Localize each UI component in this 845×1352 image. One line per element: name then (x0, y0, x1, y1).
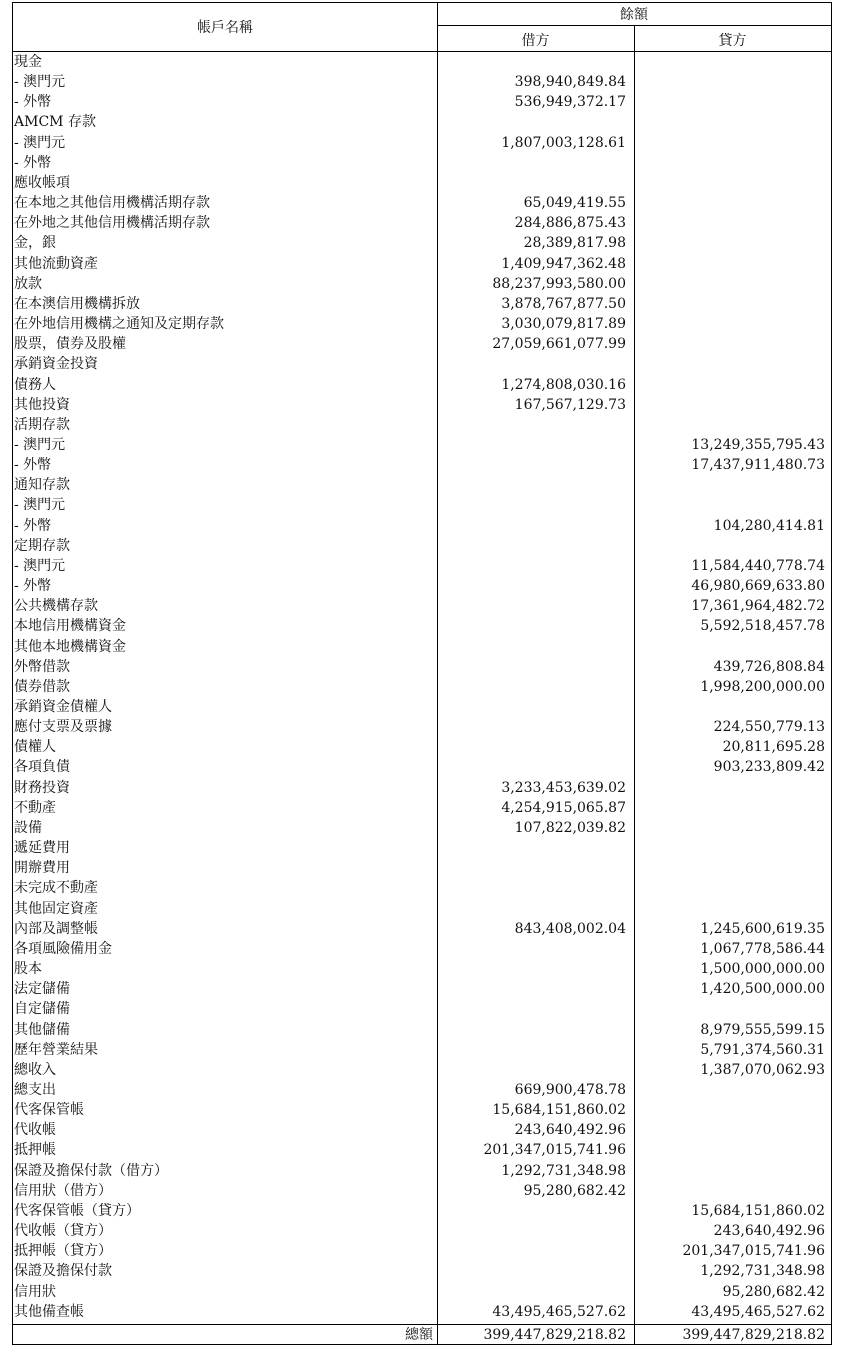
table-row (13, 798, 831, 818)
account-name-cell: 金，銀 (14, 235, 56, 252)
header-credit: 貸方 (718, 33, 747, 49)
account-name-cell: 其他儲備 (14, 1021, 70, 1038)
account-name-cell: 總支出 (14, 1081, 56, 1098)
table-row (13, 133, 831, 153)
account-name-cell: 自定儲備 (14, 1001, 70, 1018)
table-row (13, 1221, 831, 1241)
table-row (13, 637, 831, 657)
account-name-cell: 承銷資金債權人 (14, 699, 112, 715)
debit-cell: 1,807,003,128.61 (501, 134, 626, 151)
account-name-cell: 定期存款 (14, 537, 70, 554)
credit-cell: 17,361,964,482.72 (691, 598, 825, 615)
debit-cell: 167,567,129.73 (514, 396, 626, 413)
credit-cell: 46,980,669,633.80 (691, 578, 825, 595)
debit-cell: 28,389,817.98 (523, 235, 626, 252)
account-name-cell: 遞延費用 (14, 840, 70, 857)
table-row (13, 939, 831, 959)
table-row (13, 737, 831, 757)
credit-cell: 1,245,600,619.35 (700, 920, 825, 937)
debit-cell: 243,640,492.96 (514, 1122, 626, 1139)
total-credit: 399,447,829,218.82 (682, 1327, 825, 1343)
account-name-cell: 信用狀 (14, 1283, 56, 1300)
table-row (13, 1161, 831, 1181)
account-name-cell: 活期存款 (14, 416, 70, 433)
account-name-cell: 保證及擔保付款（借方） (14, 1162, 168, 1179)
header-account-name: 帳戶名稱 (197, 20, 253, 36)
account-name-cell: 抵押帳（貸方） (14, 1243, 112, 1260)
account-name-cell: 內部及調整帳 (14, 920, 98, 937)
account-name-cell: 通知存款 (14, 477, 70, 494)
account-name-cell: 其他流動資產 (14, 255, 98, 272)
header-divider (437, 25, 831, 26)
account-name-cell: - 外幣 (14, 457, 52, 474)
credit-cell: 104,280,414.81 (713, 517, 825, 534)
table-row (13, 899, 831, 919)
table-row (13, 858, 831, 878)
debit-cell: 95,280,682.42 (523, 1182, 626, 1199)
credit-cell: 1,292,731,348.98 (700, 1263, 825, 1280)
table-row (13, 72, 831, 92)
credit-cell: 5,791,374,560.31 (700, 1041, 825, 1058)
debit-cell: 669,900,478.78 (514, 1081, 626, 1098)
account-name-cell: 債務人 (14, 376, 56, 393)
debit-cell: 1,274,808,030.16 (501, 376, 626, 393)
table-row (13, 354, 831, 374)
table-row (13, 556, 831, 576)
credit-cell: 8,979,555,599.15 (700, 1021, 825, 1038)
credit-cell: 13,249,355,795.43 (691, 436, 825, 453)
account-name-cell: 債券借款 (14, 678, 70, 695)
account-name-cell: 公共機構存款 (14, 598, 98, 615)
table-row (13, 697, 831, 717)
table-row (13, 1302, 831, 1322)
account-name-cell: 抵押帳 (14, 1142, 56, 1159)
table-row (13, 455, 831, 475)
account-name-cell: 外幣借款 (14, 658, 70, 675)
debit-cell: 536,949,372.17 (514, 94, 626, 111)
table-row (13, 1040, 831, 1060)
table-row (13, 1201, 831, 1221)
account-name-cell: 其他投資 (14, 396, 70, 413)
table-row (13, 1120, 831, 1140)
table-row (13, 979, 831, 999)
table-row (13, 193, 831, 213)
table-row (13, 999, 831, 1019)
credit-cell: 903,233,809.42 (713, 759, 825, 776)
table-row (13, 818, 831, 838)
account-name-cell: 不動產 (14, 799, 56, 816)
account-name-cell: - 外幣 (14, 154, 52, 171)
account-name-cell: 開辦費用 (14, 860, 70, 877)
table-row (13, 435, 831, 455)
account-name-cell: 代收帳 (14, 1122, 56, 1139)
total-row (13, 1325, 831, 1345)
table-row (13, 1241, 831, 1261)
debit-cell: 3,878,767,877.50 (501, 295, 626, 312)
table-row (13, 213, 831, 233)
account-name-cell: - 澳門元 (14, 497, 66, 514)
account-name-cell: 代客保管帳（貸方） (14, 1202, 140, 1219)
table-row (13, 233, 831, 253)
credit-cell: 1,998,200,000.00 (700, 678, 825, 695)
table-row (13, 596, 831, 616)
credit-cell: 1,067,778,586.44 (700, 940, 825, 957)
header-balance: 餘額 (620, 7, 648, 23)
debit-cell: 3,233,453,639.02 (501, 779, 626, 796)
account-name-cell: 設備 (14, 819, 42, 836)
table-row (13, 475, 831, 495)
account-name-cell: 未完成不動產 (14, 880, 98, 897)
debit-cell: 201,347,015,741.96 (483, 1142, 626, 1159)
credit-cell: 243,640,492.96 (713, 1223, 825, 1240)
account-name-cell: - 澳門元 (14, 557, 66, 574)
debit-cell: 43,495,465,527.62 (492, 1303, 626, 1320)
table-row (13, 334, 831, 354)
table-row (13, 395, 831, 415)
table-row (13, 919, 831, 939)
account-name-cell: 應收帳項 (14, 174, 70, 191)
table-row (13, 657, 831, 677)
table-row (13, 616, 831, 636)
account-name-cell: 法定儲備 (14, 981, 70, 998)
header-debit: 借方 (521, 33, 550, 49)
table-row (13, 1100, 831, 1120)
account-name-cell: 總收入 (14, 1061, 56, 1078)
debit-cell: 1,292,731,348.98 (501, 1162, 626, 1179)
account-name-cell: - 澳門元 (14, 74, 66, 91)
table-row (13, 1020, 831, 1040)
account-name-cell: 在本澳信用機構拆放 (14, 295, 140, 312)
table-row (13, 92, 831, 112)
account-name-cell: 現金 (14, 54, 42, 70)
debit-cell: 284,886,875.43 (514, 215, 626, 232)
account-name-cell: 其他備查帳 (14, 1303, 84, 1320)
debit-cell: 27,059,661,077.99 (492, 336, 626, 353)
account-name-cell: - 澳門元 (14, 436, 66, 453)
total-label: 總額 (405, 1327, 433, 1343)
table-row (13, 959, 831, 979)
table-row (13, 495, 831, 515)
credit-cell: 11,584,440,778.74 (691, 557, 825, 574)
credit-cell: 5,592,518,457.78 (700, 618, 825, 635)
table-row (13, 1282, 831, 1302)
credit-cell: 1,500,000,000.00 (700, 961, 825, 978)
debit-cell: 3,030,079,817.89 (501, 316, 626, 333)
table-row (13, 153, 831, 173)
credit-cell: 201,347,015,741.96 (682, 1243, 825, 1260)
account-name-cell: 保證及擔保付款 (14, 1263, 112, 1280)
debit-cell: 107,822,039.82 (514, 819, 626, 836)
credit-cell: 20,811,695.28 (722, 739, 825, 756)
account-name-cell: 代客保管帳 (14, 1102, 84, 1119)
table-row (13, 112, 831, 132)
table-row (13, 1060, 831, 1080)
debit-cell: 398,940,849.84 (514, 74, 626, 91)
credit-cell: 17,437,911,480.73 (691, 457, 825, 474)
total-debit: 399,447,829,218.82 (483, 1327, 626, 1343)
account-name-cell: - 澳門元 (14, 134, 66, 151)
account-rows (13, 52, 831, 1322)
table-row (13, 576, 831, 596)
table-row (13, 173, 831, 193)
debit-cell: 843,408,002.04 (514, 920, 626, 937)
account-name-cell: - 外幣 (14, 578, 52, 595)
table-row (13, 52, 831, 72)
account-name-cell: 各項風險備用金 (14, 940, 112, 957)
credit-cell: 439,726,808.84 (713, 658, 825, 675)
credit-cell: 15,684,151,860.02 (691, 1202, 825, 1219)
account-name-cell: 在外地之其他信用機構活期存款 (14, 215, 210, 232)
debit-cell: 65,049,419.55 (523, 195, 626, 212)
account-name-cell: 債權人 (14, 739, 56, 756)
credit-cell: 224,550,779.13 (713, 719, 825, 736)
table-row (13, 1181, 831, 1201)
table-row (13, 1261, 831, 1281)
account-name-cell: 股票，債券及股權 (14, 336, 126, 353)
account-name-cell: 財務投資 (14, 779, 70, 796)
account-name-cell: 信用狀（借方） (14, 1182, 112, 1199)
table-row (13, 274, 831, 294)
table-row (13, 878, 831, 898)
table-row (13, 314, 831, 334)
account-name-cell: 在本地之其他信用機構活期存款 (14, 195, 210, 212)
credit-cell: 1,387,070,062.93 (700, 1061, 825, 1078)
account-name-cell: 在外地信用機構之通知及定期存款 (14, 316, 224, 333)
debit-cell: 15,684,151,860.02 (492, 1102, 626, 1119)
credit-cell: 43,495,465,527.62 (691, 1303, 825, 1320)
debit-cell: 4,254,915,065.87 (501, 799, 626, 816)
table-row (13, 294, 831, 314)
table-row (13, 717, 831, 737)
account-name-cell: 承銷資金投資 (14, 356, 98, 373)
table-row (13, 838, 831, 858)
table-row (13, 375, 831, 395)
account-name-cell: 股本 (14, 961, 42, 978)
trial-balance-table (12, 2, 832, 1345)
account-name-cell: 應付支票及票據 (14, 719, 112, 736)
account-name-cell: 放款 (14, 275, 42, 292)
table-row (13, 1080, 831, 1100)
debit-cell: 1,409,947,362.48 (501, 255, 626, 272)
table-row (13, 516, 831, 536)
table-row (13, 1140, 831, 1160)
account-name-cell: 其他固定資產 (14, 900, 98, 917)
account-name-cell: 其他本地機構資金 (14, 638, 126, 655)
account-name-cell: 代收帳（貸方） (14, 1223, 112, 1240)
credit-cell: 1,420,500,000.00 (700, 981, 825, 998)
account-name-cell: - 外幣 (14, 94, 52, 111)
table-row (13, 677, 831, 697)
debit-cell: 88,237,993,580.00 (492, 275, 626, 292)
table-row (13, 536, 831, 556)
table-row (13, 757, 831, 777)
account-name-cell: 歷年營業結果 (14, 1041, 98, 1058)
credit-cell: 95,280,682.42 (722, 1283, 825, 1300)
account-name-cell: 各項負債 (14, 759, 70, 776)
account-name-cell: 本地信用機構資金 (14, 618, 126, 635)
table-row (13, 778, 831, 798)
account-name-cell: - 外幣 (14, 517, 52, 534)
table-row (13, 254, 831, 274)
account-name-cell: AMCM 存款 (14, 114, 96, 131)
table-row (13, 415, 831, 435)
